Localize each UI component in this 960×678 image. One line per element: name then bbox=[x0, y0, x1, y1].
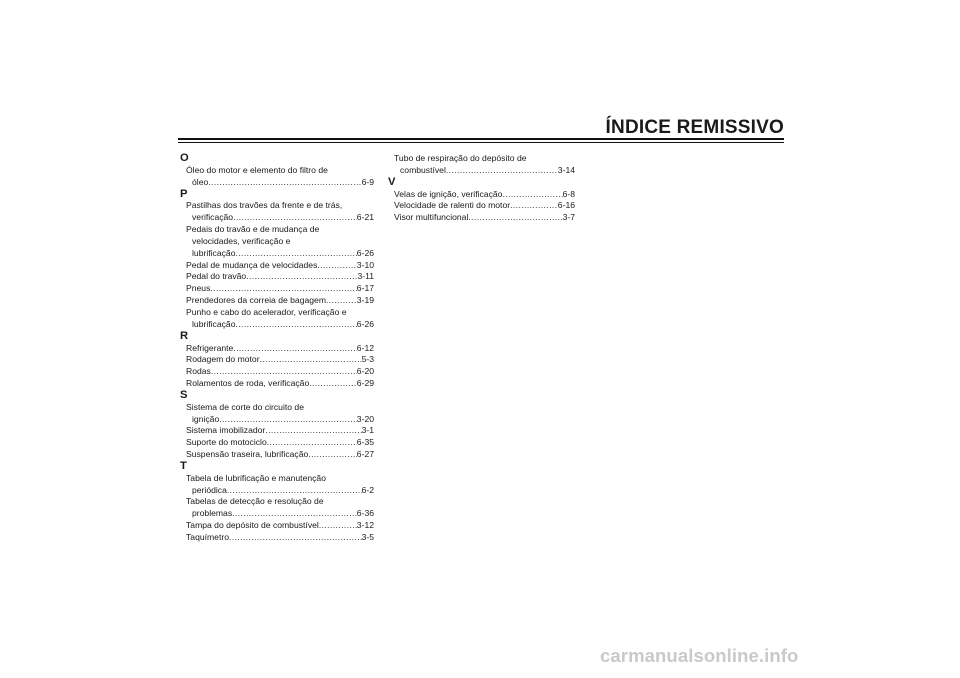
index-entry bbox=[180, 295, 374, 307]
index-page-number: 3-10 bbox=[356, 259, 374, 270]
index-entry bbox=[180, 366, 374, 378]
index-entry-text: Refrigerante bbox=[186, 342, 234, 353]
index-letter-heading: T bbox=[180, 459, 187, 472]
index-column-right bbox=[388, 153, 575, 224]
index-entry-text: Rolamentos de roda, verificação bbox=[186, 378, 310, 389]
index-entry-text: Velas de ignição, verificação bbox=[394, 188, 503, 199]
index-page-number: 3-19 bbox=[356, 295, 374, 306]
index-entry-text: periódica bbox=[192, 484, 227, 495]
index-entry bbox=[180, 485, 374, 497]
index-column-left bbox=[180, 153, 374, 544]
index-entry-text: Pedal do travão bbox=[186, 271, 247, 282]
index-entry bbox=[180, 378, 374, 390]
index-letter-heading: P bbox=[180, 187, 188, 200]
index-page-number: 6-20 bbox=[356, 366, 374, 377]
index-entry-line: Pastilhas dos travões da frente e de trás, bbox=[186, 200, 343, 211]
index-entry bbox=[180, 260, 374, 272]
index-page-number: 6-26 bbox=[356, 318, 374, 329]
index-entry-text: verificação bbox=[192, 212, 234, 223]
index-entry-line: Óleo do motor e elemento do filtro de bbox=[186, 164, 328, 175]
index-leader-dots bbox=[233, 343, 357, 355]
index-leader-dots bbox=[309, 378, 357, 390]
index-entry-text: Suporte do motociclo bbox=[186, 437, 267, 448]
index-leader-dots bbox=[260, 354, 362, 366]
index-leader-dots bbox=[326, 295, 357, 307]
index-page-number: 3-1 bbox=[361, 425, 374, 436]
index-leader-dots bbox=[308, 449, 357, 461]
index-leader-dots bbox=[235, 319, 356, 331]
index-entry bbox=[180, 520, 374, 532]
index-page-number: 6-12 bbox=[356, 342, 374, 353]
index-entry-text: Pedal de mudança de velocidades bbox=[186, 259, 318, 270]
header-rule-thick bbox=[178, 138, 784, 140]
index-leader-dots bbox=[446, 165, 558, 177]
index-entry-line: Pedais do travão e de mudança de bbox=[186, 224, 320, 235]
index-entry bbox=[388, 165, 575, 177]
index-entry bbox=[180, 508, 374, 520]
index-page-number: 6-36 bbox=[356, 508, 374, 519]
index-page-number: 6-17 bbox=[356, 283, 374, 294]
index-entry-text: Prendedores da correia de bagagem bbox=[186, 295, 326, 306]
index-entry bbox=[180, 177, 374, 189]
index-entry-text: Rodas bbox=[186, 366, 211, 377]
index-leader-dots bbox=[265, 425, 361, 437]
index-entry-text: combustível bbox=[400, 164, 446, 175]
index-entry-line: Punho e cabo do acelerador, verificação e bbox=[186, 306, 347, 317]
index-entry bbox=[180, 425, 374, 437]
index-entry bbox=[180, 449, 374, 461]
index-entry-text: problemas bbox=[192, 508, 233, 519]
index-entry-line: velocidades, verificação e bbox=[192, 235, 291, 246]
index-leader-dots bbox=[317, 260, 356, 272]
index-page-number: 6-21 bbox=[356, 212, 374, 223]
index-leader-dots bbox=[233, 212, 357, 224]
watermark-text: carmanualsonline.info bbox=[600, 645, 799, 666]
index-letter-heading: V bbox=[388, 175, 396, 188]
index-page-number: 6-16 bbox=[557, 200, 575, 211]
index-leader-dots bbox=[227, 485, 362, 497]
index-entry bbox=[180, 343, 374, 355]
index-leader-dots bbox=[319, 520, 357, 532]
index-page-number: 6-2 bbox=[361, 484, 374, 495]
index-page-number: 6-29 bbox=[356, 378, 374, 389]
index-page-number: 3-11 bbox=[357, 271, 374, 282]
index-entry bbox=[388, 200, 575, 212]
index-entry-text: Suspensão traseira, lubrificação bbox=[186, 449, 309, 460]
index-leader-dots bbox=[235, 248, 356, 260]
index-entry-text: Visor multifuncional bbox=[394, 212, 469, 223]
index-page-number: 6-8 bbox=[562, 188, 575, 199]
index-entry bbox=[180, 414, 374, 426]
index-entry bbox=[180, 283, 374, 295]
index-leader-dots bbox=[219, 414, 357, 426]
index-leader-dots bbox=[502, 189, 562, 201]
index-leader-dots bbox=[267, 437, 357, 449]
index-entry bbox=[388, 212, 575, 224]
index-entry bbox=[180, 319, 374, 331]
index-entry-line: Tabelas de detecção e resolução de bbox=[186, 496, 324, 507]
page-title: ÍNDICE REMISSIVO bbox=[605, 117, 784, 138]
index-entry bbox=[180, 532, 374, 544]
index-entry-text: lubrificação bbox=[192, 318, 236, 329]
index-entry-text: lubrificação bbox=[192, 247, 236, 258]
index-leader-dots bbox=[246, 271, 357, 283]
index-entry-text: Sistema imobilizador bbox=[186, 425, 266, 436]
index-entry-text: Rodagem do motor bbox=[186, 354, 260, 365]
header-rule-thin bbox=[178, 142, 784, 143]
index-page-number: 6-27 bbox=[356, 449, 374, 460]
index-page-number: 3-12 bbox=[356, 520, 374, 531]
index-entry-line: Sistema de corte do circuito de bbox=[186, 401, 304, 412]
index-entry-text: ignição bbox=[192, 413, 220, 424]
index-page-number: 6-35 bbox=[356, 437, 374, 448]
index-entry-text: Tampa do depósito de combustível bbox=[186, 520, 319, 531]
index-page-number: 6-9 bbox=[361, 176, 374, 187]
index-entry bbox=[180, 271, 374, 283]
index-entry bbox=[180, 248, 374, 260]
index-page-number: 3-20 bbox=[356, 413, 374, 424]
index-page-number: 3-7 bbox=[562, 212, 575, 223]
index-leader-dots bbox=[510, 200, 558, 212]
index-letter-heading: O bbox=[180, 152, 189, 164]
index-leader-dots bbox=[232, 508, 357, 520]
index-page-number: 6-26 bbox=[356, 247, 374, 258]
index-entry bbox=[388, 189, 575, 201]
index-leader-dots bbox=[210, 283, 356, 295]
index-page-number: 3-5 bbox=[361, 532, 374, 542]
index-entry-text: óleo bbox=[192, 176, 209, 187]
index-letter-heading: S bbox=[180, 388, 188, 401]
index-leader-dots bbox=[468, 212, 562, 224]
index-entry-text: Velocidade de ralenti do motor bbox=[394, 200, 511, 211]
index-page-number: 3-14 bbox=[557, 164, 575, 175]
index-leader-dots bbox=[229, 532, 362, 544]
index-leader-dots bbox=[208, 177, 361, 189]
index-leader-dots bbox=[211, 366, 357, 378]
index-page-number: 5-3 bbox=[361, 354, 374, 365]
index-entry-text: Taquímetro bbox=[186, 532, 229, 542]
index-entry bbox=[180, 212, 374, 224]
index-letter-heading: R bbox=[180, 329, 189, 342]
index-entry bbox=[180, 354, 374, 366]
index-entry-text: Pneus bbox=[186, 283, 211, 294]
index-entry-line: Tabela de lubrificação e manutenção bbox=[186, 472, 326, 483]
index-entry-line: Tubo de respiração do depósito de bbox=[394, 153, 527, 163]
index-entry bbox=[180, 437, 374, 449]
